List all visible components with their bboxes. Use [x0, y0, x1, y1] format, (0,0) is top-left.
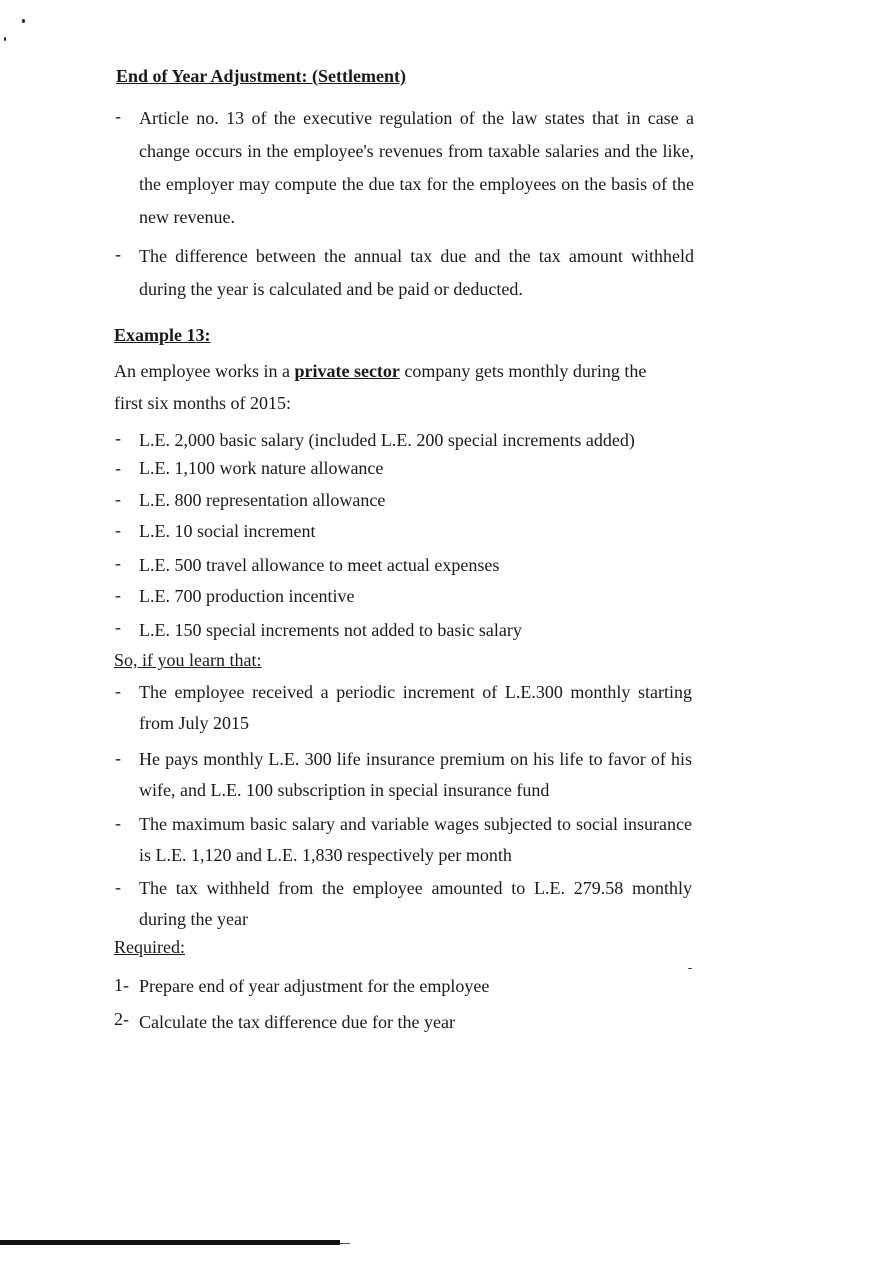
bullet-dash: - [115, 553, 121, 573]
required-item: Prepare end of year adjustment for the employee [139, 976, 490, 996]
intro-before: An employee works in a [114, 361, 295, 381]
required-title: Required: [114, 937, 185, 957]
condition-item: The tax withheld from the employee amounted to L.E. 279.58 monthly during the year [139, 878, 692, 929]
example-item: L.E. 2,000 basic salary (included L.E. 200 special increments added) [139, 430, 635, 450]
condition-item: The maximum basic salary and variable wages subjected to social insurance is L.E. 1,120 and L.E. 1,830 respectively per month [139, 814, 692, 865]
conditions-title: So, if you learn that: [114, 650, 262, 670]
example-item: L.E. 800 representation allowance [139, 490, 386, 510]
intro-emphasis: private sector [294, 361, 400, 381]
bullet-dash: - [115, 520, 121, 540]
example-item: L.E. 150 special increments not added to basic salary [139, 620, 522, 640]
scan-edge-bar [0, 1240, 340, 1245]
bullet-dash: - [115, 748, 121, 768]
required-item-number: 2- [114, 1009, 129, 1029]
bullet-dash: - [115, 813, 121, 833]
section-title: End of Year Adjustment: (Settlement) [116, 66, 406, 86]
bullet-dash: - [115, 458, 121, 478]
condition-item: The employee received a periodic increment of L.E.300 monthly starting from July 2015 [139, 682, 692, 733]
scan-speck [22, 19, 25, 23]
scan-speck [4, 37, 6, 41]
scan-edge-line [340, 1243, 350, 1244]
example-item: L.E. 500 travel allowance to meet actual expenses [139, 555, 500, 575]
scan-speck [688, 968, 692, 969]
example-item: L.E. 10 social increment [139, 521, 316, 541]
bullet-dash: - [115, 106, 121, 126]
section-bullet-1: Article no. 13 of the executive regulation of the law states that in case a change occurs in the employee's revenues from taxable salaries and the like, the employer may compute the due tax for the employees on the basis of the new revenue. [139, 108, 694, 227]
bullet-dash: - [115, 585, 121, 605]
bullet-dash: - [115, 428, 121, 448]
bullet-dash: - [115, 489, 121, 509]
example-item: L.E. 700 production incentive [139, 586, 355, 606]
bullet-dash: - [115, 681, 121, 701]
example-title: Example 13: [114, 325, 211, 345]
required-item-number: 1- [114, 975, 129, 995]
example-intro [114, 361, 694, 382]
example-intro-line2: first six months of 2015: [114, 393, 292, 413]
condition-item: He pays monthly L.E. 300 life insurance premium on his life to favor of his wife, and L.E. 100 subscription in special insurance fund [139, 749, 692, 800]
intro-after: company gets monthly during the [399, 361, 647, 381]
example-item: L.E. 1,100 work nature allowance [139, 458, 384, 478]
bullet-dash: - [115, 617, 121, 637]
bullet-dash: - [115, 244, 121, 264]
required-item: Calculate the tax difference due for the year [139, 1012, 456, 1032]
bullet-dash: - [115, 877, 121, 897]
section-bullet-2: The difference between the annual tax due and the tax amount withheld during the year is calculated and be paid or deducted. [139, 246, 694, 299]
